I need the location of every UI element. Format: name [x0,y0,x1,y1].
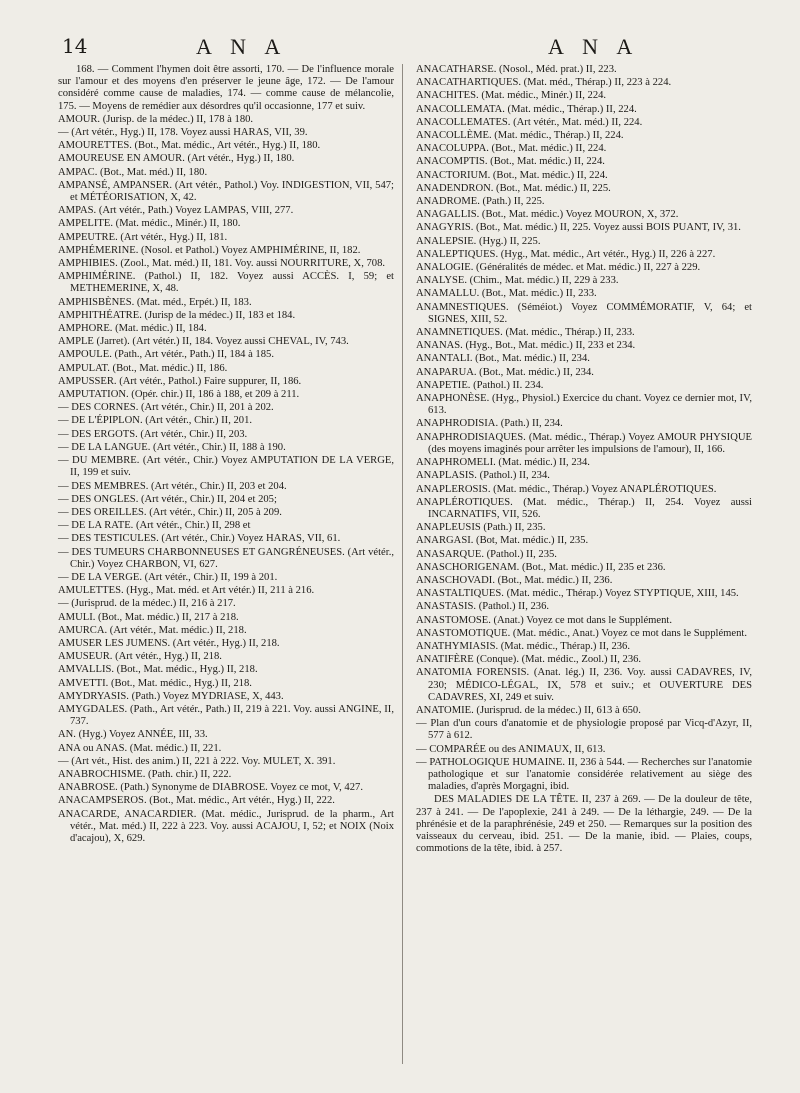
index-entry: ANACOLLEMATA. (Mat. médic., Thérap.) II, 224. [416,103,637,115]
index-entry: AMOURETTES. (Bot., Mat. médic., Art vétér., Hyg.) II, 180. [58,140,321,152]
index-entry: ANATOMIA FORENSIS. (Anat. lég.) II, 236. Voy. aussi CADAVRES, IV, 230; MÉDICO-LÉGAL, IX, 578 et suiv.; et OUVERTURE DES CADAVRES, XI, 249 et suiv. [416,667,752,703]
index-entry: ANASCHOVADI. (Bot., Mat. médic.) II, 236. [416,574,613,586]
index-entry: ANADENDRON. (Bot., Mat. médic.) II, 225. [416,182,611,194]
index-entry: ANAGALLIS. (Bot., Mat. médic.) Voyez MOURON, X, 372. [416,209,679,221]
index-entry: — DES MEMBRES. (Art vétér., Chir.) II, 203 et 204. [58,480,287,492]
index-entry: — DU MEMBRE. (Art vétér., Chir.) Voyez AMPUTATION DE LA VERGE, II, 199 et suiv. [58,455,394,479]
index-entry: AMULETTES. (Hyg., Mat. méd. et Art vétér.) II, 211 à 216. [58,585,315,597]
index-entry: — DES ERGOTS. (Art vétér., Chir.) II, 203. [58,428,248,440]
index-entry: ANANAS. (Hyg., Bot., Mat. médic.) II, 233 et 234. [416,340,636,352]
index-entry: ANAPHONÈSE. (Hyg., Physiol.) Exercice du chant. Voyez ce dernier mot, IV, 613. [416,393,752,417]
index-entry: AMPANSÉ, AMPANSER. (Art vétér., Pathol.) Voy. INDIGESTION, VII, 547; et MÉTÉORISATION, X, 42. [58,179,394,204]
index-entry: AMUSEUR. (Art vétér., Hyg.) II, 218. [58,651,222,663]
index-entry: ANA ou ANAS. (Mat. médic.) II, 221. [58,742,222,754]
index-entry: ANAPETIE. (Pathol.) II. 234. [416,379,544,391]
index-entry: AMPHITHÉATRE. (Jurisp de la médec.) II, 183 et 184. [58,309,296,321]
index-entry: ANAPHRODISIAQUES. (Mat. médic., Thérap.) Voyez AMOUR PHYSIQUE (des moyens imaginés pour arrêter les impulsions de l'amour), II, 166. [416,431,752,455]
index-entry: — DES TESTICULES. (Art vétér., Chir.) Voyez HARAS, VII, 61. [58,533,341,545]
index-entry: AMPLE (Jarret). (Art vétér.) II, 184. Voyez aussi CHEVAL, IV, 743. [58,336,349,348]
index-entry: ANACOMPTIS. (Bot., Mat. médic.) II, 224. [416,156,605,168]
index-entry: AMVETTI. (Bot., Mat. médic., Hyg.) II, 218. [58,677,252,689]
index-entry: ANAMNETIQUES. (Mat. médic., Thérap.) II, 233. [416,327,635,339]
index-entry: AMYGDALES. (Path., Art vétér., Path.) II, 219 à 221. Voy. aussi ANGINE, II, 737. [58,703,394,728]
index-entry: ANARGASI. (Bot, Mat. médic.) II, 235. [416,535,589,547]
index-entry: AMPELITE. (Mat. médic., Minér.) II, 180. [58,218,241,230]
left-column [58,64,394,846]
index-entry: DES MALADIES DE LA TÊTE. II, 237 à 269. — De la douleur de tête, 237 à 241. — De l'apoplexie, 241 à 249. — De la léthargie, 249. — De la phrénésie et de la paraphrénésie, 249 et 250. — Remarques sur la position des vaisseaux du cerveau, ibid. 251. — De la manie, ibid. — Plaies, coups, commotions de la tête, ibid. à 257. [416,794,752,855]
index-entry: AMPEUTRE. (Art vétér., Hyg.) II, 181. [58,231,228,243]
index-entry: — Plan d'un cours d'anatomie et de physiologie proposé par Vicq-d'Azyr, II, 577 à 612. [416,718,752,742]
index-entry: ANACTORIUM. (Bot., Mat. médic.) II, 224. [416,169,608,181]
index-entry: ANAPHRODISIA. (Path.) II, 234. [416,418,563,430]
index-entry: AMPUTATION. (Opér. chir.) II, 186 à 188, et 209 à 211. [58,389,300,401]
page-number: 14 [62,34,88,58]
index-entry: AMPHÉMERINE. (Nosol. et Pathol.) Voyez AMPHIMÉRINE, II, 182. [58,244,361,256]
index-entry: — COMPARÉE ou des ANIMAUX, II, 613. [416,743,606,755]
index-entry: ANACOLLEMATES. (Art vétér., Mat. méd.) II, 224. [416,116,643,128]
index-entry: AMOUREUSE EN AMOUR. (Art vétér., Hyg.) II, 180. [58,153,295,165]
column-divider [402,64,403,1064]
right-column [416,64,752,856]
index-entry: ANAPHROMELI. (Mat. médic.) II, 234. [416,457,590,469]
index-entry: — DES CORNES. (Art vétér., Chir.) II, 201 à 202. [58,402,274,414]
running-head-left: A N A [196,34,288,59]
index-entry: ANABROSE. (Path.) Synonyme de DIABROSE. Voyez ce mot, V, 427. [58,782,363,794]
index-entry: — DES ONGLES. (Art vétér., Chir.) II, 204 et 205; [58,493,277,505]
index-entry: — (Art vét., Hist. des anim.) II, 221 à 222. Voy. MULET, X. 391. [58,755,336,767]
index-entry: — DE LA RATE. (Art vétér., Chir.) II, 298 et [58,520,251,532]
index-entry: ANACOLUPPA. (Bot., Mat. médic.) II, 224. [416,143,607,155]
index-entry: AMOUR. (Jurisp. de la médec.) II, 178 à 180. [58,113,254,125]
index-entry: ANALYSE. (Chim., Mat. médic.) II, 229 à 233. [416,275,619,287]
index-entry: ANATIFÈRE (Conque). (Mat. médic., Zool.) II, 236. [416,654,642,666]
index-entry: ANACATHARTIQUES. (Mat. méd., Thérap.) II, 223 à 224. [416,77,672,89]
index-entry: AMPHISBÈNES. (Mat. méd., Erpét.) II, 183. [58,296,252,308]
index-entry: ANATHYMIASIS. (Mat. médic., Thérap.) II, 236. [416,640,630,652]
index-entry: AMVALLIS. (Bot., Mat. médic., Hyg.) II, 218. [58,664,258,676]
index-entry: AMPHORE. (Mat. médic.) II, 184. [58,323,207,335]
index-entry: AMYDRYASIS. (Path.) Voyez MYDRIASE, X, 443. [58,690,284,702]
index-entry: AMPUSSER. (Art vétér., Pathol.) Faire suppurer, II, 186. [58,375,302,387]
index-entry: AN. (Hyg.) Voyez ANNÉE, III, 33. [58,729,208,741]
index-entry: ANAPLEUSIS (Path.) II, 235. [416,522,546,534]
index-entry: ANACARDE, ANACARDIER. (Mat. médic., Jurisprud. de la pharm., Art vétér., Mat. méd.) II, 222 à 223. Voy. aussi ACAJOU, I, 52; et NOIX (Noix d'acajou), X, 629. [58,808,394,844]
index-entry: AMPAS. (Art vétér., Path.) Voyez LAMPAS, VIII, 277. [58,205,294,217]
index-entry: ANASCHORIGENAM. (Bot., Mat. médic.) II, 235 et 236. [416,561,666,573]
index-entry: ANACAMPSEROS. (Bot., Mat. médic., Art vétér., Hyg.) II, 222. [58,795,335,807]
index-entry: ANASTALTIQUES. (Mat. médic., Thérap.) Voyez STYPTIQUE, XIII, 145. [416,588,739,600]
index-entry: AMPHIBIES. (Zool., Mat. méd.) II, 181. Voy. aussi NOURRITURE, X, 708. [58,258,386,270]
index-entry: — DE L'ÉPIPLON. (Art vétér., Chir.) II, 201. [58,415,253,427]
index-entry: ANAMNESTIQUES. (Séméiot.) Voyez COMMÉMORATIF, V, 64; et SIGNES, XIII, 52. [416,301,752,325]
index-entry: AMURCA. (Art vétér., Mat. médic.) II, 218. [58,624,247,636]
index-entry: ANATOMIE. (Jurisprud. de la médec.) II, 613 à 650. [416,704,641,716]
index-entry: 168. — Comment l'hymen doit être assorti, 170. — De l'influence morale sur l'amour et des moyens d'en préserver le jeune âge, 172. — De l'amour considéré comme cause de maladies, 174. — comme cause de mélancolie, 175. — Moyens de remédier aux désordres qu'il occasionne, 177 et suiv. [58,64,394,112]
index-entry: — DES OREILLES. (Art vétér., Chir.) II, 205 à 209. [58,506,282,518]
index-entry: ANALOGIE. (Généralités de médec. et Mat. médic.) II, 227 à 229. [416,262,701,274]
index-entry: ANADROME. (Path.) II, 225. [416,196,545,208]
index-entry: ANANTALI. (Bot., Mat. médic.) II, 234. [416,353,590,365]
index-entry: — (Art vétér., Hyg.) II, 178. Voyez aussi HARAS, VII, 39. [58,127,308,139]
index-entry: AMPOULE. (Path., Art vétér., Path.) II, 184 à 185. [58,349,274,361]
index-entry: ANAPLÉROTIQUES. (Mat. médic., Thérap.) II, 254. Voyez aussi INCARNATIFS, VII, 526. [416,496,752,520]
index-entry: ANALEPSIE. (Hyg.) II, 225. [416,235,541,247]
index-entry: ANAPLEROSIS. (Mat. médic., Thérap.) Voyez ANAPLÉROTIQUES. [416,483,717,495]
index-entry: AMPULAT. (Bot., Mat. médic.) II, 186. [58,362,228,374]
index-entry: ANASTOMOTIQUE. (Mat. médic., Anat.) Voyez ce mot dans le Supplément. [416,627,748,639]
index-entry: — DE LA LANGUE. (Art vétér., Chir.) II, 188 à 190. [58,441,286,453]
index-entry: ANABROCHISME. (Path. chir.) II, 222. [58,768,232,780]
index-entry: ANAPLASIS. (Pathol.) II, 234. [416,470,550,482]
index-entry: AMUSER LES JUMENS. (Art vétér., Hyg.) II, 218. [58,637,280,649]
index-entry: — PATHOLOGIQUE HUMAINE. II, 236 à 544. — Recherches sur l'anatomie pathologique et sur l'anatomie considérée relativement au siège des maladies, d'après Morgagni, ibid. [416,756,752,793]
index-entry: ANAMALLU. (Bot., Mat. médic.) II, 233. [416,288,597,300]
running-head-right: A N A [548,34,640,59]
page-header [0,34,800,62]
index-entry: ANACHITES. (Mat. médic., Minér.) II, 224. [416,90,607,102]
index-entry: ANASARQUE. (Pathol.) II, 235. [416,548,557,560]
index-entry: AMPAC. (Bot., Mat. méd.) II, 180. [58,166,208,178]
index-entry: ANACOLLÈME. (Mat. médic., Thérap.) II, 224. [416,130,624,142]
index-entry: — (Jurisprud. de la médec.) II, 216 à 217. [58,598,236,610]
index-entry: ANASTASIS. (Pathol.) II, 236. [416,601,550,613]
index-entry: ANASTOMOSE. (Anat.) Voyez ce mot dans le Supplément. [416,614,672,626]
index-entry: — DE LA VERGE. (Art vétér., Chir.) II, 199 à 201. [58,571,278,583]
index-entry: ANALEPTIQUES. (Hyg., Mat. médic., Art vétér., Hyg.) II, 226 à 227. [416,248,716,260]
index-entry: ANAPARUA. (Bot., Mat. médic.) II, 234. [416,366,594,378]
index-entry: AMPHIMÉRINE. (Pathol.) II, 182. Voyez aussi ACCÈS. I, 59; et METHEMERINE, X, 48. [58,271,394,295]
index-entry: ANACATHARSE. (Nosol., Méd. prat.) II, 223. [416,64,617,75]
index-entry: AMULI. (Bot., Mat. médic.) II, 217 à 218. [58,611,239,623]
index-entry: ANAGYRIS. (Bot., Mat. médic.) II, 225. Voyez aussi BOIS PUANT, IV, 31. [416,222,741,234]
index-entry: — DES TUMEURS CHARBONNEUSES ET GANGRÉNEUSES. (Art vétér., Chir.) Voyez CHARBON, VI, 627. [58,546,394,570]
